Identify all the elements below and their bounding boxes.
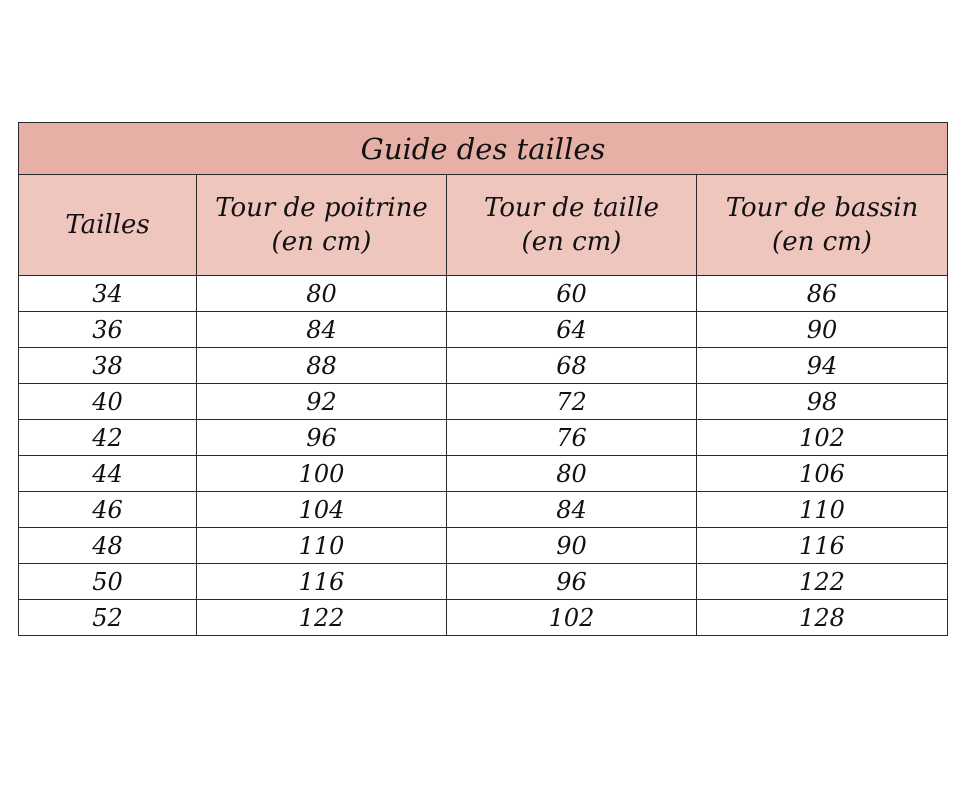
size-cell: 48 xyxy=(19,528,197,564)
hip-cell: 94 xyxy=(697,348,948,384)
table-row xyxy=(19,348,948,384)
chest-cell: 100 xyxy=(197,456,447,492)
table-row xyxy=(19,492,948,528)
table-row xyxy=(19,276,948,312)
hip-cell: 128 xyxy=(697,600,948,636)
table-row xyxy=(19,528,948,564)
header-waist xyxy=(447,175,697,276)
table-row xyxy=(19,420,948,456)
size-cell: 40 xyxy=(19,384,197,420)
hip-cell: 110 xyxy=(697,492,948,528)
header-chest-label: Tour de poitrine xyxy=(215,193,428,223)
header-waist-label: Tour de taille xyxy=(484,193,659,223)
header-size-label: Tailles xyxy=(65,210,150,240)
waist-cell: 102 xyxy=(447,600,697,636)
table-row xyxy=(19,600,948,636)
waist-cell: 90 xyxy=(447,528,697,564)
chest-cell: 80 xyxy=(197,276,447,312)
size-cell: 42 xyxy=(19,420,197,456)
size-cell: 44 xyxy=(19,456,197,492)
waist-cell: 80 xyxy=(447,456,697,492)
chest-cell: 104 xyxy=(197,492,447,528)
size-cell: 46 xyxy=(19,492,197,528)
hip-cell: 102 xyxy=(697,420,948,456)
chest-cell: 116 xyxy=(197,564,447,600)
hip-cell: 90 xyxy=(697,312,948,348)
chest-cell: 92 xyxy=(197,384,447,420)
size-cell: 50 xyxy=(19,564,197,600)
header-hip-unit: (en cm) xyxy=(772,227,872,257)
waist-cell: 68 xyxy=(447,348,697,384)
table-row xyxy=(19,564,948,600)
chest-cell: 88 xyxy=(197,348,447,384)
header-hip-label: Tour de bassin xyxy=(725,193,919,223)
size-rows xyxy=(19,276,948,636)
size-cell: 38 xyxy=(19,348,197,384)
table-row xyxy=(19,312,948,348)
waist-cell: 96 xyxy=(447,564,697,600)
table-row xyxy=(19,456,948,492)
size-cell: 36 xyxy=(19,312,197,348)
header-hip xyxy=(697,175,948,276)
size-guide-table xyxy=(18,122,948,636)
table-title: Guide des tailles xyxy=(19,123,948,175)
header-size xyxy=(19,175,197,276)
chest-cell: 84 xyxy=(197,312,447,348)
size-cell: 34 xyxy=(19,276,197,312)
header-chest xyxy=(197,175,447,276)
waist-cell: 72 xyxy=(447,384,697,420)
chest-cell: 122 xyxy=(197,600,447,636)
hip-cell: 122 xyxy=(697,564,948,600)
hip-cell: 86 xyxy=(697,276,948,312)
waist-cell: 76 xyxy=(447,420,697,456)
header-waist-unit: (en cm) xyxy=(521,227,622,257)
hip-cell: 106 xyxy=(697,456,948,492)
chest-cell: 110 xyxy=(197,528,447,564)
table-row xyxy=(19,384,948,420)
table-header-row xyxy=(19,175,948,276)
table-title-row xyxy=(19,123,948,175)
hip-cell: 116 xyxy=(697,528,948,564)
waist-cell: 60 xyxy=(447,276,697,312)
size-cell: 52 xyxy=(19,600,197,636)
header-chest-unit: (en cm) xyxy=(271,227,372,257)
waist-cell: 64 xyxy=(447,312,697,348)
chest-cell: 96 xyxy=(197,420,447,456)
hip-cell: 98 xyxy=(697,384,948,420)
waist-cell: 84 xyxy=(447,492,697,528)
